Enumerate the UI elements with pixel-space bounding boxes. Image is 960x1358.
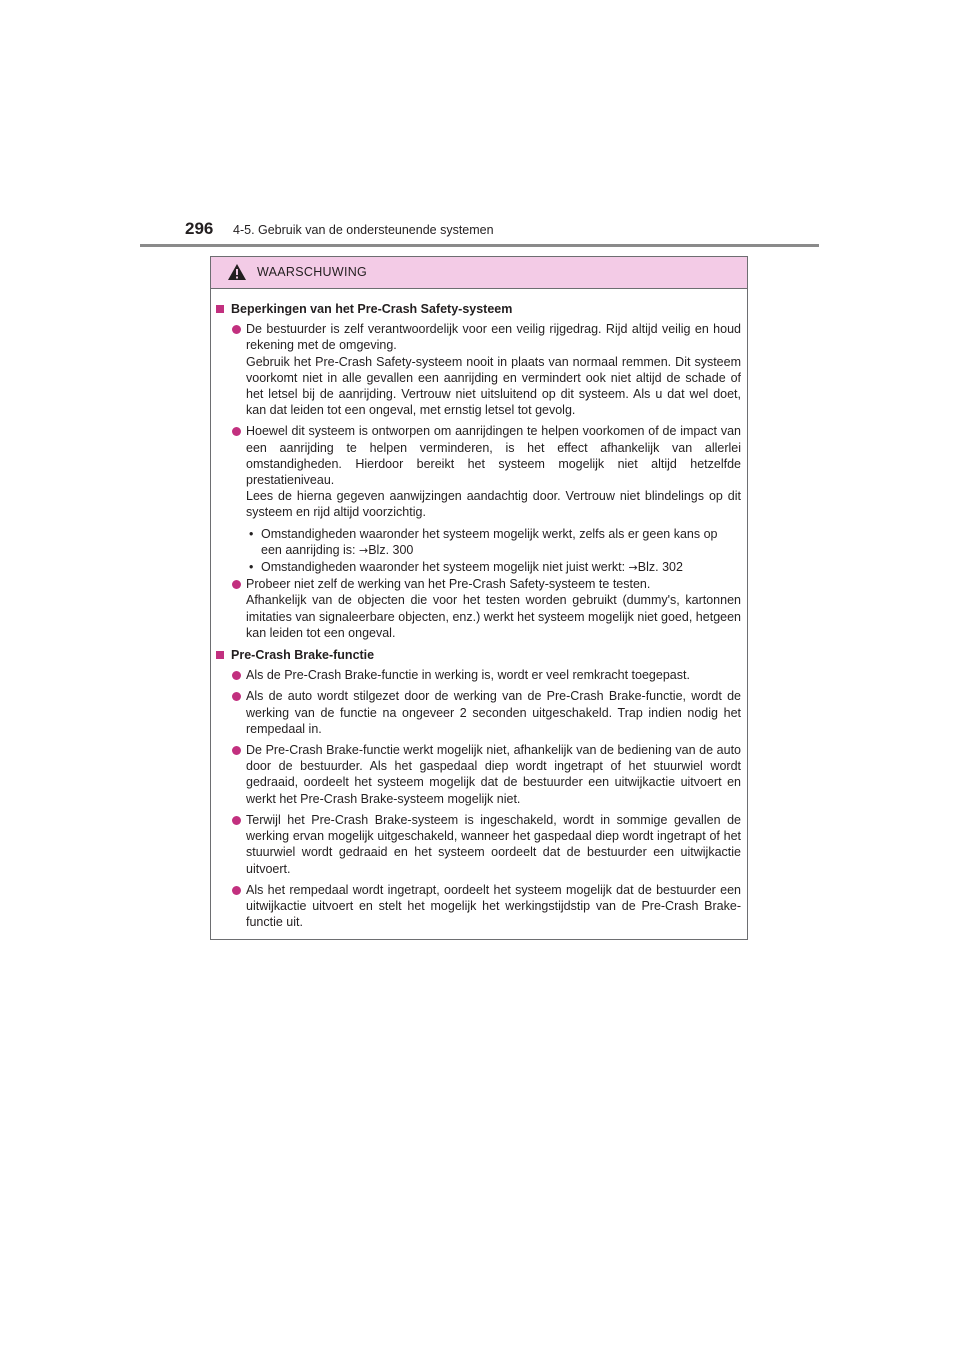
warning-box bbox=[210, 256, 748, 940]
sub-list-item: • Omstandigheden waaronder het systeem mogelijk werkt, zelfs als er geen kans op een aanrijding is: →Blz. 300 bbox=[249, 526, 718, 557]
round-bullet-icon bbox=[232, 427, 241, 436]
round-bullet-icon bbox=[232, 816, 241, 825]
page-reference-link[interactable]: Blz. 300 bbox=[368, 542, 414, 557]
round-bullet-icon bbox=[232, 671, 241, 680]
sub-bullet-icon: • bbox=[249, 560, 254, 575]
list-item: Probeer niet zelf de werking van het Pre-Crash Safety-systeem te testen. Afhankelijk van de objecten die voor het testen worden gebruikt (dummy's, kartonnen imitaties van signaleerbare objecten, enz.) werkt het systeem mogelijk niet goed, hetgeen kan leiden tot een ongeval. bbox=[216, 576, 741, 641]
section-heading-pre-crash-brake: Pre-Crash Brake-functie bbox=[216, 647, 741, 663]
list-item: Hoewel dit systeem is ontworpen om aanrijdingen te helpen voorkomen of de impact van een aanrijding te helpen verminderen, is het effect afhankelijk van allerlei omstandigheden. Hierdoor bereikt het systeem mogelijk niet altijd hetzelfde prestatieniveau. Lees de hierna gegeven aanwijzingen aandachtig door. Vertrouw niet blindelings op dit systeem en rijd altijd voorzichtig. bbox=[216, 423, 741, 520]
header-rule bbox=[140, 244, 819, 247]
sub-bullet-icon: • bbox=[249, 526, 254, 541]
round-bullet-icon bbox=[232, 886, 241, 895]
round-bullet-icon bbox=[232, 746, 241, 755]
list-item: Als de auto wordt stilgezet door de werking van de Pre-Crash Brake-functie, wordt de werking van de functie na ongeveer 2 seconden uitgeschakeld. Trap indien nodig het rempedaal in. bbox=[216, 688, 741, 737]
square-bullet-icon bbox=[216, 651, 224, 659]
page-reference-link[interactable]: Blz. 302 bbox=[637, 560, 683, 575]
section-heading-pre-crash-safety: Beperkingen van het Pre-Crash Safety-systeem bbox=[216, 301, 741, 317]
page-number: 296 bbox=[185, 219, 214, 238]
warning-triangle-icon bbox=[227, 263, 247, 281]
sub-list-item: • Omstandigheden waaronder het systeem mogelijk niet juist werkt: →Blz. 302 bbox=[249, 560, 683, 575]
section-title: 4-5. Gebruik van de ondersteunende systemen bbox=[233, 223, 494, 237]
list-item: Als het rempedaal wordt ingetrapt, oordeelt het systeem mogelijk dat de bestuurder een uitwijkactie uitvoert en stelt het mogelijk het werkingstijdstip van de Pre-Crash Brake-functie uit. bbox=[216, 882, 741, 931]
warning-content bbox=[211, 289, 747, 930]
list-item: De Pre-Crash Brake-functie werkt mogelijk niet, afhankelijk van de bediening van de auto door de bestuurder. Als het gaspedaal diep wordt ingetrapt of het stuurwiel wordt gedraaid, oordeelt het systeem mogelijk dat de bestuurder een uitwijkactie uitvoert en werkt het Pre-Crash Brake-systeem mogelijk niet. bbox=[216, 742, 741, 807]
list-item: Terwijl het Pre-Crash Brake-systeem is ingeschakeld, wordt in sommige gevallen de werking ervan mogelijk uitgeschakeld, wanneer het gaspedaal diep wordt ingetrapt of het stuurwiel wordt gedraaid en het systeem oordeelt dat de bestuurder een uitwijkactie uitvoert. bbox=[216, 812, 741, 877]
list-item: Als de Pre-Crash Brake-functie in werking is, wordt er veel remkracht toegepast. bbox=[216, 667, 741, 683]
arrow-right-icon: → bbox=[628, 561, 638, 575]
square-bullet-icon bbox=[216, 305, 224, 313]
round-bullet-icon bbox=[232, 325, 241, 334]
arrow-right-icon: → bbox=[358, 543, 369, 557]
list-item: De bestuurder is zelf verantwoordelijk voor een veilig rijgedrag. Rijd altijd veilig en houd rekening met de omgeving. Gebruik het Pre-Crash Safety-systeem nooit in plaats van normaal remmen. Dit systeem voorkomt niet in alle gevallen een aanrijding en vermindert ook niet altijd de schade of het letsel bij de aanrijding. Vertrouw niet uitsluitend op dit systeem. Als u dat wel doet, kan dat leiden tot een ongeval, met ernstig letsel tot gevolg. bbox=[216, 321, 741, 418]
round-bullet-icon bbox=[232, 580, 241, 589]
warning-title: WAARSCHUWING bbox=[257, 265, 368, 279]
warning-header bbox=[211, 257, 747, 289]
round-bullet-icon bbox=[232, 692, 241, 701]
